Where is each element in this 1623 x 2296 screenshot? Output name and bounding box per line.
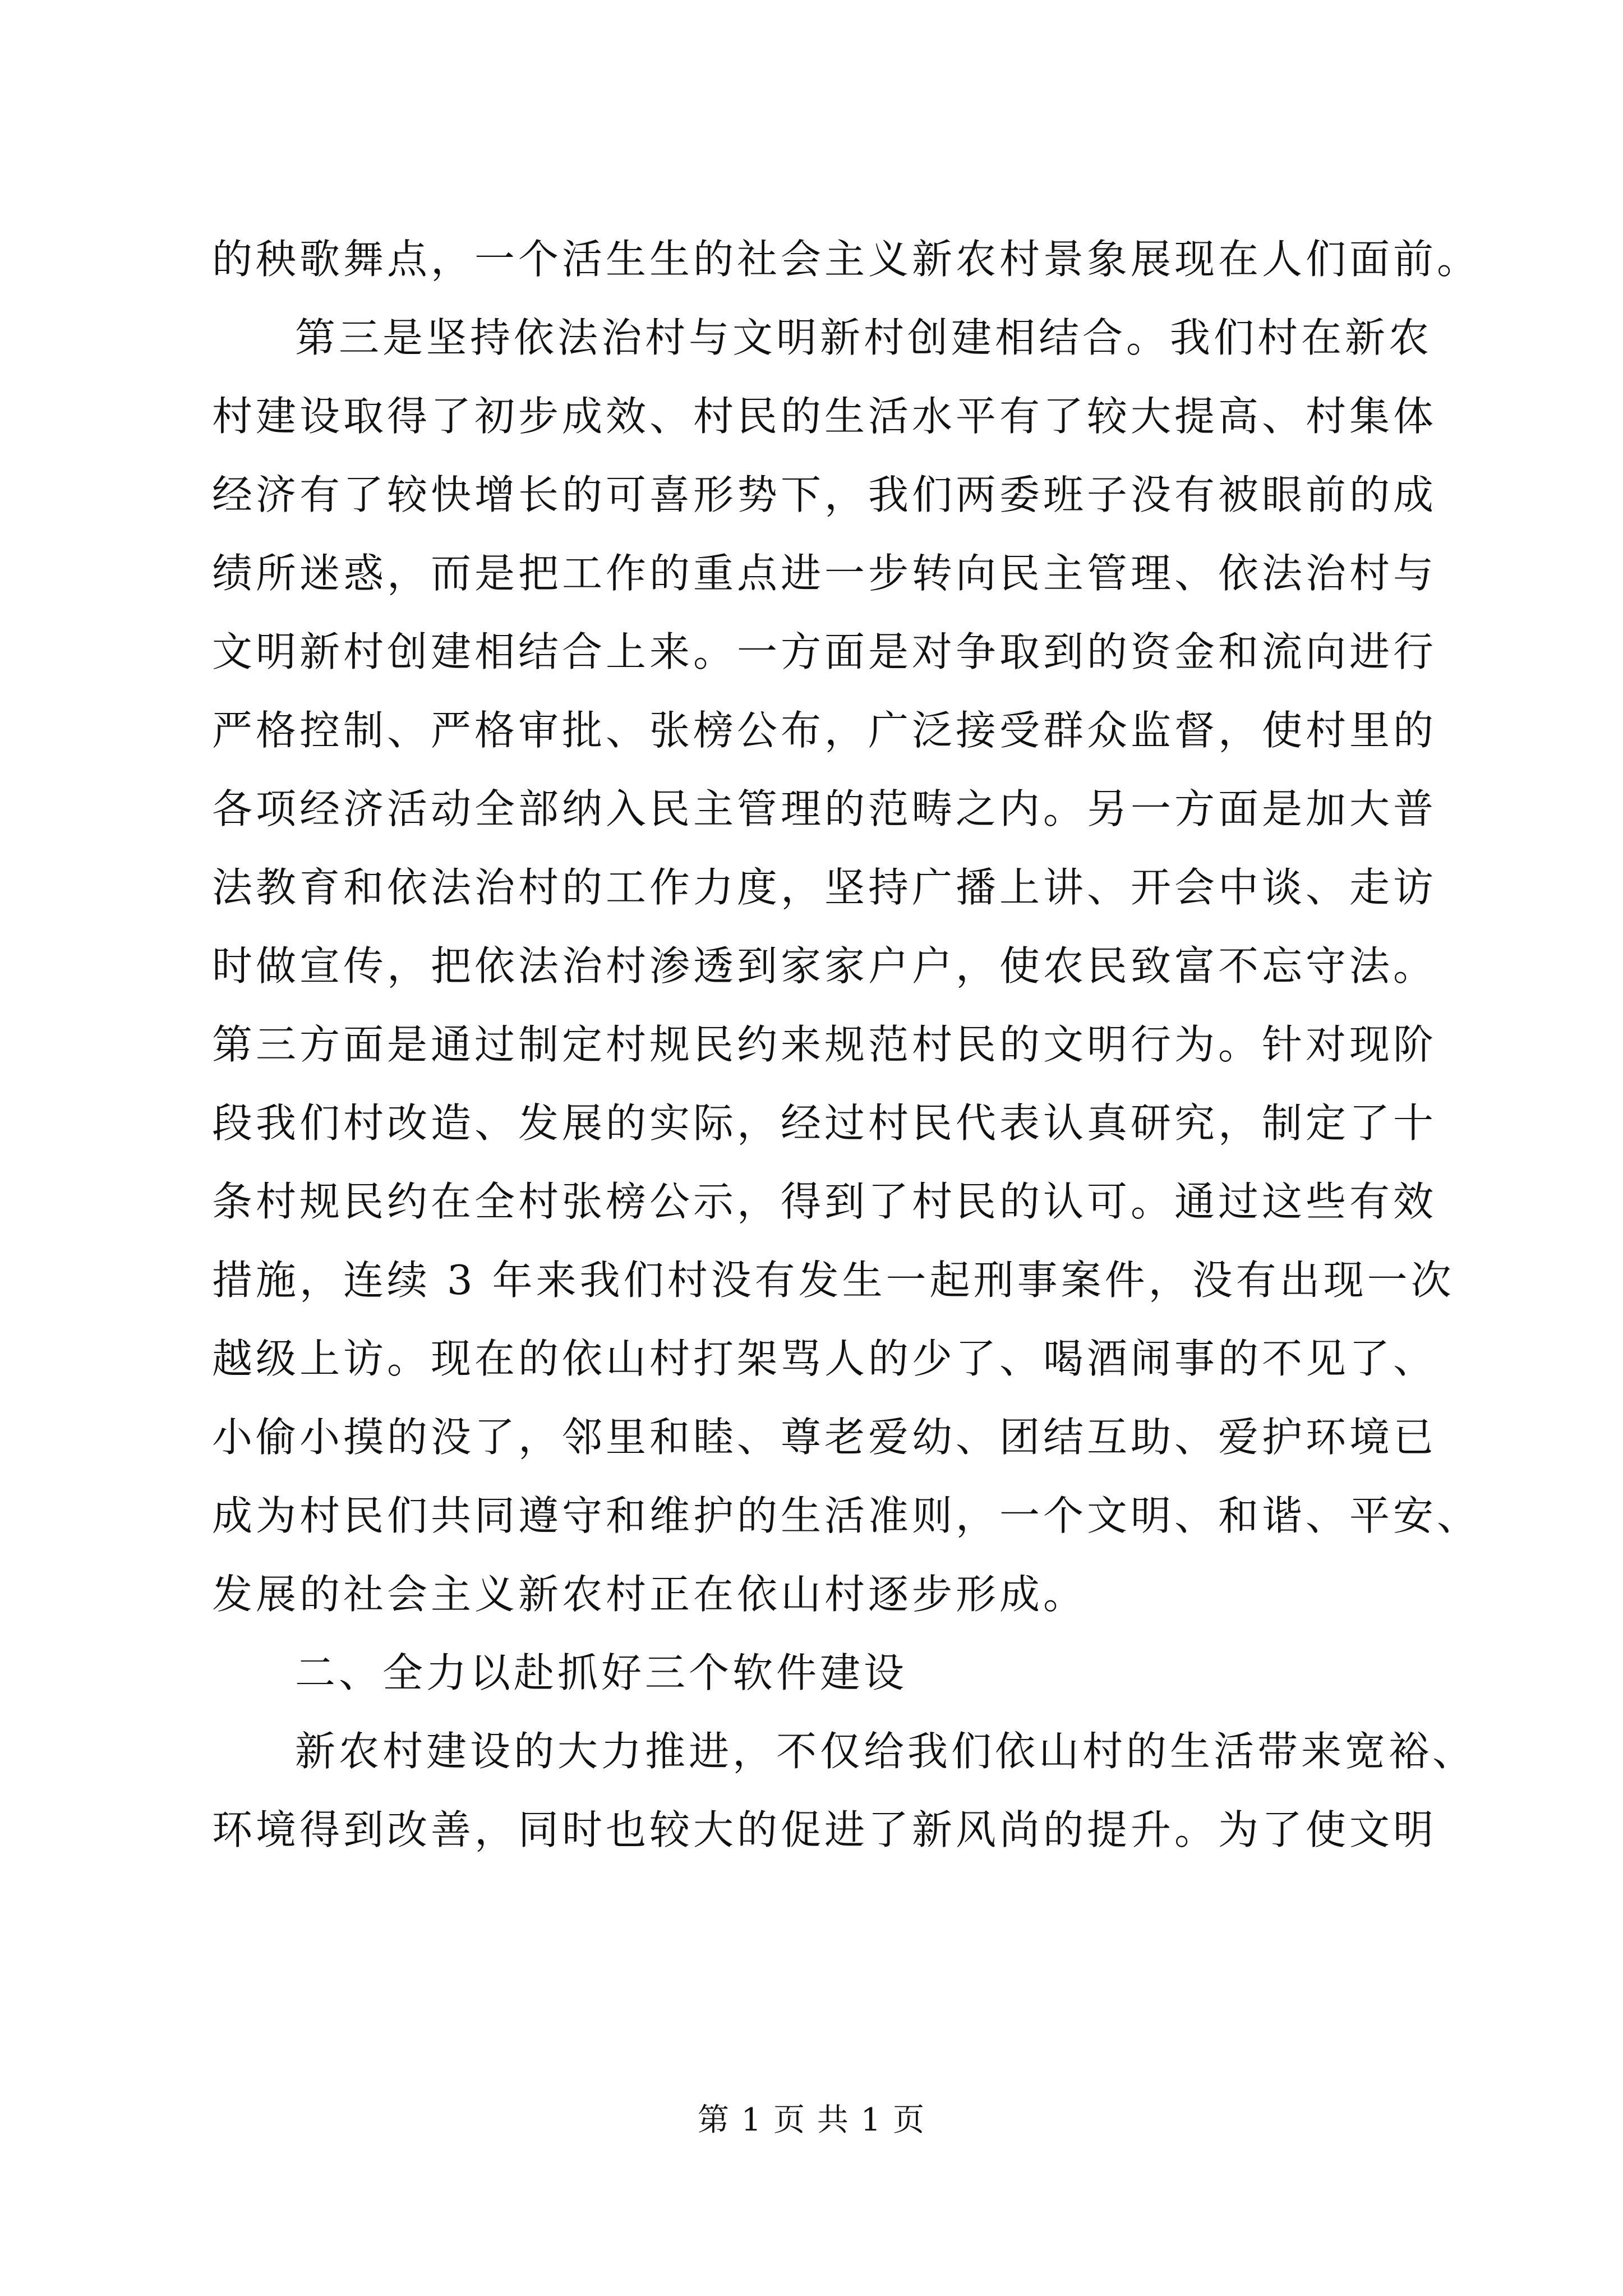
text-line: 环境得到改善，同时也较大的促进了新风尚的提升。为了使文明 (212, 1806, 1437, 1853)
text-line: 各项经济活动全部纳入民主管理的范畴之内。另一方面是加大普 (212, 785, 1437, 832)
text-line: 越级上访。现在的依山村打架骂人的少了、喝酒闹事的不见了、 (212, 1335, 1437, 1382)
text-line: 经济有了较快增长的可喜形势下，我们两委班子没有被眼前的成 (212, 471, 1437, 518)
section-heading: 二、全力以赴抓好三个软件建设 (295, 1649, 908, 1696)
text-line: 措施，连续 3 年来我们村没有发生一起刑事案件，没有出现一次 (212, 1257, 1455, 1304)
paragraph-first-line: 新农村建设的大力推进，不仅给我们依山村的生活带来宽裕、 (295, 1728, 1477, 1775)
text-line: 条村规民约在全村张榜公示，得到了村民的认可。通过这些有效 (212, 1178, 1437, 1225)
page-footer (0, 2095, 1623, 2140)
text-line: 第三方面是通过制定村规民约来规范村民的文明行为。针对现阶 (212, 1021, 1437, 1068)
body-text (212, 220, 1481, 1869)
text-line: 文明新村创建相结合上来。一方面是对争取到的资金和流向进行 (212, 628, 1437, 675)
text-line: 绩所迷惑，而是把工作的重点进一步转向民主管理、依法治村与 (212, 550, 1437, 597)
text-line: 时做宣传，把依法治村渗透到家家户户，使农民致富不忘守法。 (212, 942, 1437, 990)
page-number: 第 1 页 共 1 页 (697, 2102, 926, 2138)
text-line: 法教育和依法治村的工作力度，坚持广播上讲、开会中谈、走访 (212, 864, 1437, 911)
text-line: 的秧歌舞点，一个活生生的社会主义新农村景象展现在人们面前。 (212, 236, 1481, 283)
text-line: 成为村民们共同遵守和维护的生活准则，一个文明、和谐、平安、 (212, 1492, 1481, 1539)
text-line: 小偷小摸的没了，邻里和睦、尊老爱幼、团结互助、爱护环境已 (212, 1414, 1437, 1461)
text-line: 段我们村改造、发展的实际，经过村民代表认真研究，制定了十 (212, 1099, 1437, 1147)
paragraph-first-line: 第三是坚持依法治村与文明新村创建相结合。我们村在新农 (295, 314, 1433, 361)
text-line: 发展的社会主义新农村正在依山村逐步形成。 (212, 1571, 1087, 1618)
text-line: 严格控制、严格审批、张榜公布，广泛接受群众监督，使村里的 (212, 707, 1437, 754)
text-line: 村建设取得了初步成效、村民的生活水平有了较大提高、村集体 (212, 393, 1437, 440)
